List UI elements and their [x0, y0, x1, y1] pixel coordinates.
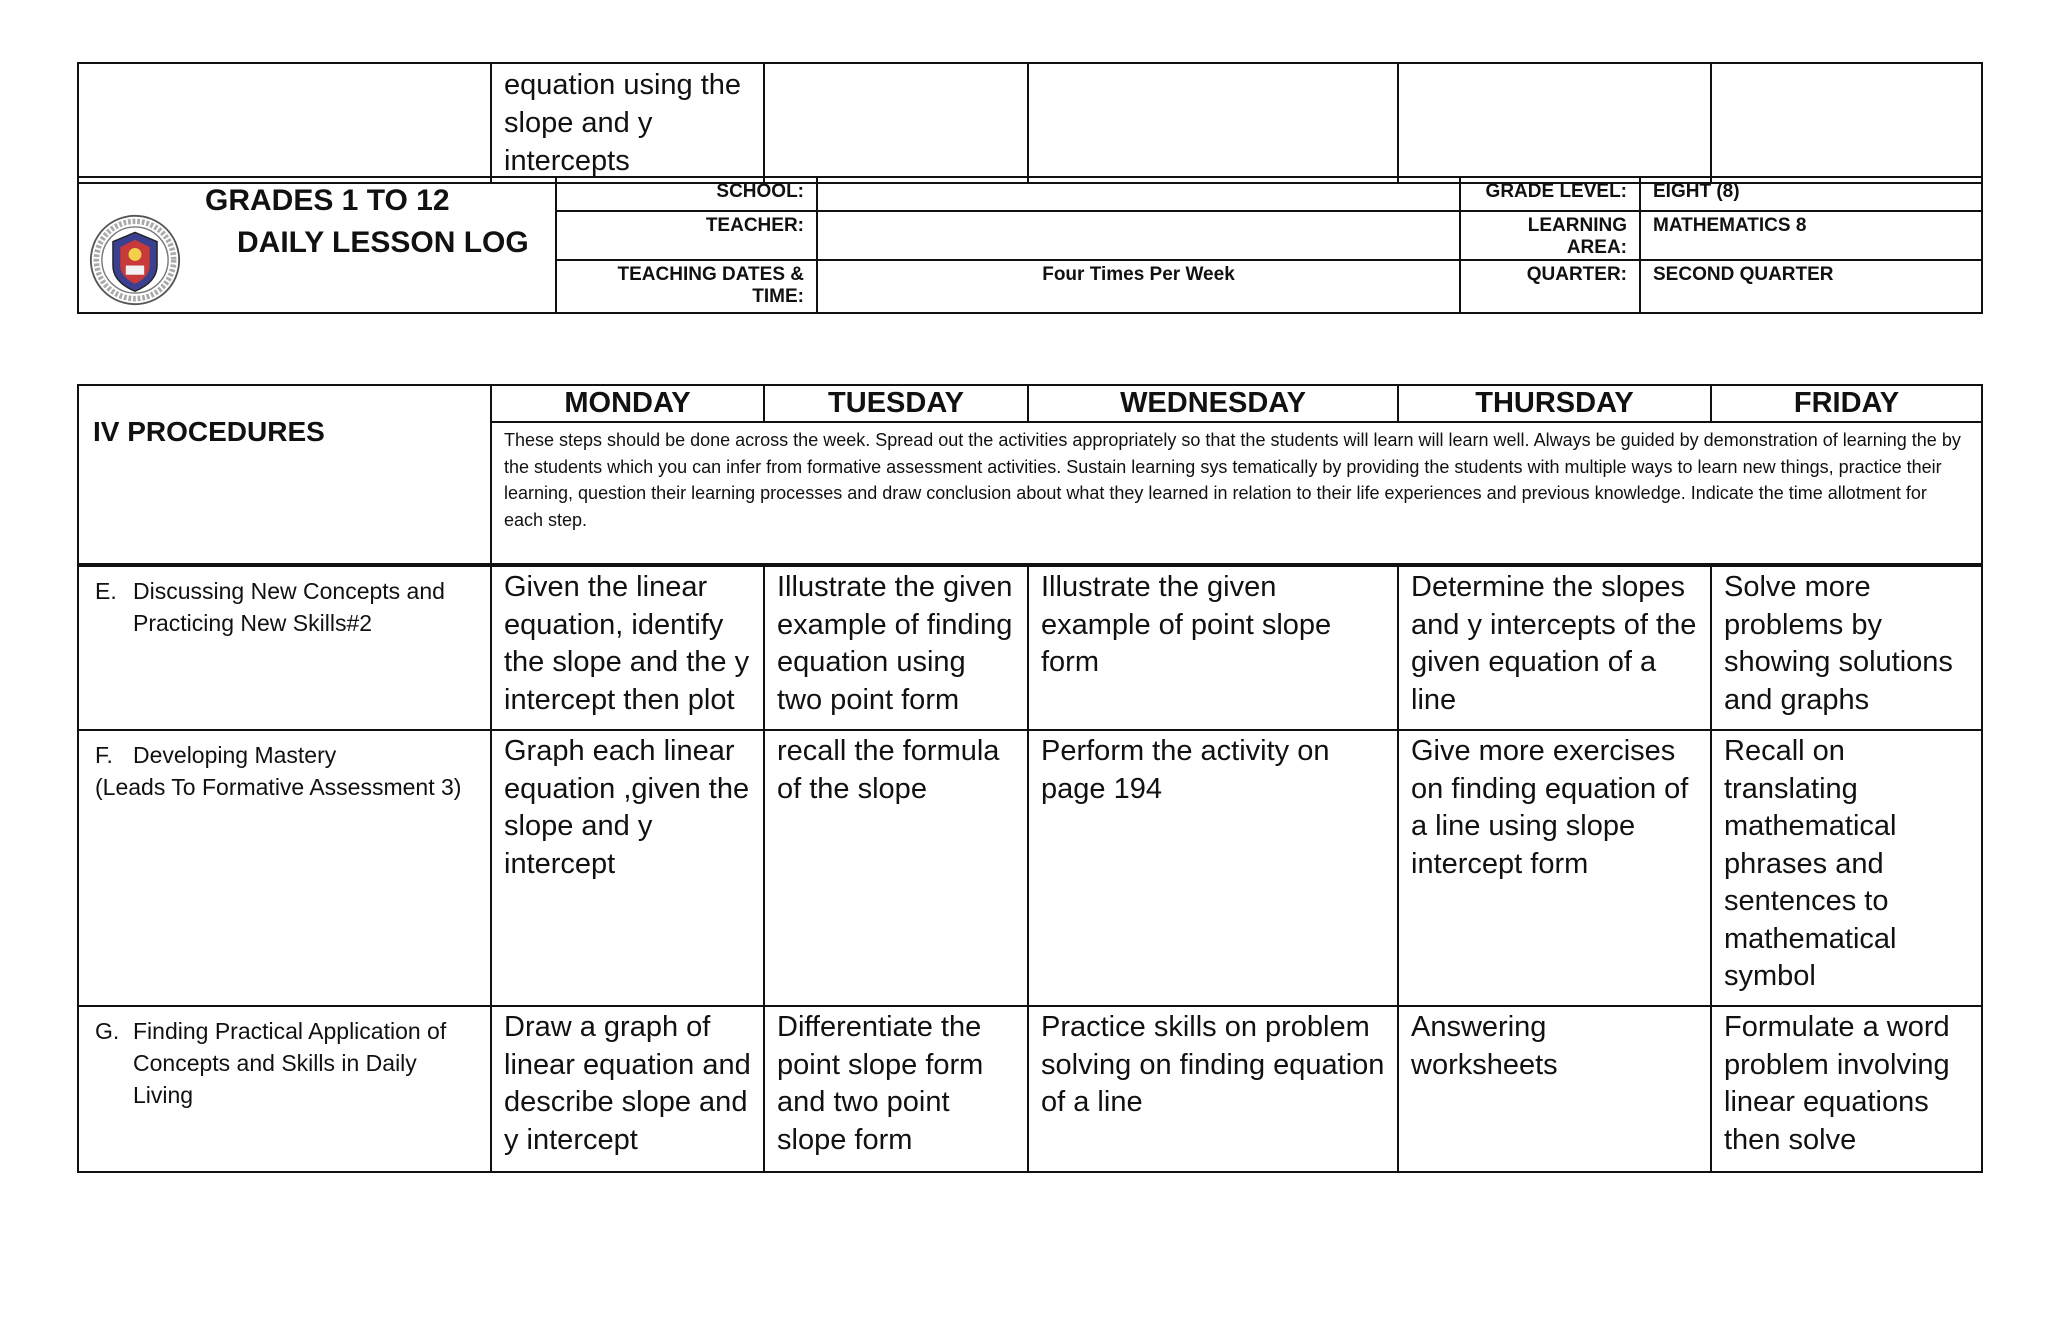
cell-g-wednesday: Practice skills on problem solving on finding equation of a line — [1028, 1006, 1398, 1172]
teaching-dates-value: Four Times Per Week — [817, 260, 1460, 313]
procedures-instructions: These steps should be done across the week. Spread out the activities appropriately so that the students will learn will learn well. Always be guided by demonstration of learning the by the students which you can infer from formative assessment activities. Sustain learning sys tematically by providing the students with multiple ways to learn new things, practice their learning, question their learning processes and draw conclusion about what they learned in relation to their life experiences and previous knowledge. Indicate the time allotment for each step. — [491, 422, 1982, 565]
quarter-value: SECOND QUARTER — [1640, 260, 1982, 313]
wednesday-continued-cell — [1028, 63, 1398, 183]
cell-g-thursday: Answering worksheets — [1398, 1006, 1711, 1172]
row-letter: F. — [95, 742, 113, 768]
header-title-line1: GRADES 1 TO 12 — [205, 184, 450, 217]
cell-e-monday: Given the linear equation, identify the slope and the y intercept then plot — [491, 565, 764, 730]
row-label-g — [78, 1006, 491, 1172]
thursday-continued-cell — [1398, 63, 1711, 183]
teaching-dates-label — [556, 260, 817, 313]
header-title-cell — [78, 177, 556, 313]
teaching-dates-label-line1: TEACHING DATES & — [617, 264, 804, 285]
tuesday-continued-cell — [764, 63, 1028, 183]
learning-area-label: LEARNING AREA: — [1460, 211, 1640, 260]
row-label-first: Developing Mastery — [133, 742, 337, 768]
cell-f-monday: Graph each linear equation ,given the slope and y intercept — [491, 730, 764, 1006]
cell-g-monday: Draw a graph of linear equation and describe slope and y intercept — [491, 1006, 764, 1172]
cell-e-thursday: Determine the slopes and y intercepts of the given equation of a line — [1398, 565, 1711, 730]
row-label-f — [78, 730, 491, 1006]
cell-g-tuesday: Differentiate the point slope form and two point slope form — [764, 1006, 1028, 1172]
monday-continued-cell: equation using the slope and y intercepts — [491, 63, 764, 183]
grade-level-label: GRADE LEVEL: — [1460, 177, 1640, 211]
blank-label-cell — [78, 63, 491, 183]
deped-seal-icon — [89, 214, 181, 306]
teacher-field[interactable] — [817, 211, 1460, 260]
friday-continued-cell — [1711, 63, 1982, 183]
school-label: SCHOOL: — [556, 177, 817, 211]
cell-f-friday: Recall on translating mathematical phrases and sentences to mathematical symbol — [1711, 730, 1982, 1006]
day-header-thursday: THURSDAY — [1398, 385, 1711, 422]
learning-area-value: MATHEMATICS 8 — [1640, 211, 1982, 260]
teacher-label: TEACHER: — [556, 211, 817, 260]
cell-f-thursday: Give more exercises on finding equation of a line using slope intercept form — [1398, 730, 1711, 1006]
row-label-first: Discussing New Concepts and — [133, 578, 445, 604]
cell-f-wednesday: Perform the activity on page 194 — [1028, 730, 1398, 1006]
table-row — [78, 1006, 1982, 1172]
row-label-first: Finding Practical Application of — [133, 1018, 447, 1044]
header-title-line2: DAILY LESSON LOG — [237, 226, 529, 259]
quarter-label: QUARTER: — [1460, 260, 1640, 313]
grade-level-value: EIGHT (8) — [1640, 177, 1982, 211]
continued-table — [77, 62, 1983, 184]
row-label-rest: Concepts and Skills in Daily Living — [133, 1050, 417, 1108]
row-letter: E. — [95, 578, 117, 604]
cell-f-tuesday: recall the formula of the slope — [764, 730, 1028, 1006]
day-header-friday: FRIDAY — [1711, 385, 1982, 422]
day-header-wednesday: WEDNESDAY — [1028, 385, 1398, 422]
table-row — [78, 565, 1982, 730]
row-letter: G. — [95, 1018, 120, 1044]
row-label-rest: Practicing New Skills#2 — [133, 610, 373, 636]
procedures-title: IV PROCEDURES — [78, 385, 491, 565]
cell-e-friday: Solve more problems by showing solutions and graphs — [1711, 565, 1982, 730]
lesson-log-header — [77, 176, 1983, 314]
row-label-e — [78, 565, 491, 730]
cell-g-friday: Formulate a word problem involving linear equations then solve — [1711, 1006, 1982, 1172]
teaching-dates-label-line2: TIME: — [752, 286, 804, 307]
day-header-monday: MONDAY — [491, 385, 764, 422]
school-field[interactable] — [817, 177, 1460, 211]
procedures-table — [77, 384, 1983, 1173]
table-row — [78, 730, 1982, 1006]
cell-e-wednesday: Illustrate the given example of point slope form — [1028, 565, 1398, 730]
row-label-rest: (Leads To Formative Assessment 3) — [95, 774, 462, 800]
day-header-tuesday: TUESDAY — [764, 385, 1028, 422]
cell-e-tuesday: Illustrate the given example of finding equation using two point form — [764, 565, 1028, 730]
